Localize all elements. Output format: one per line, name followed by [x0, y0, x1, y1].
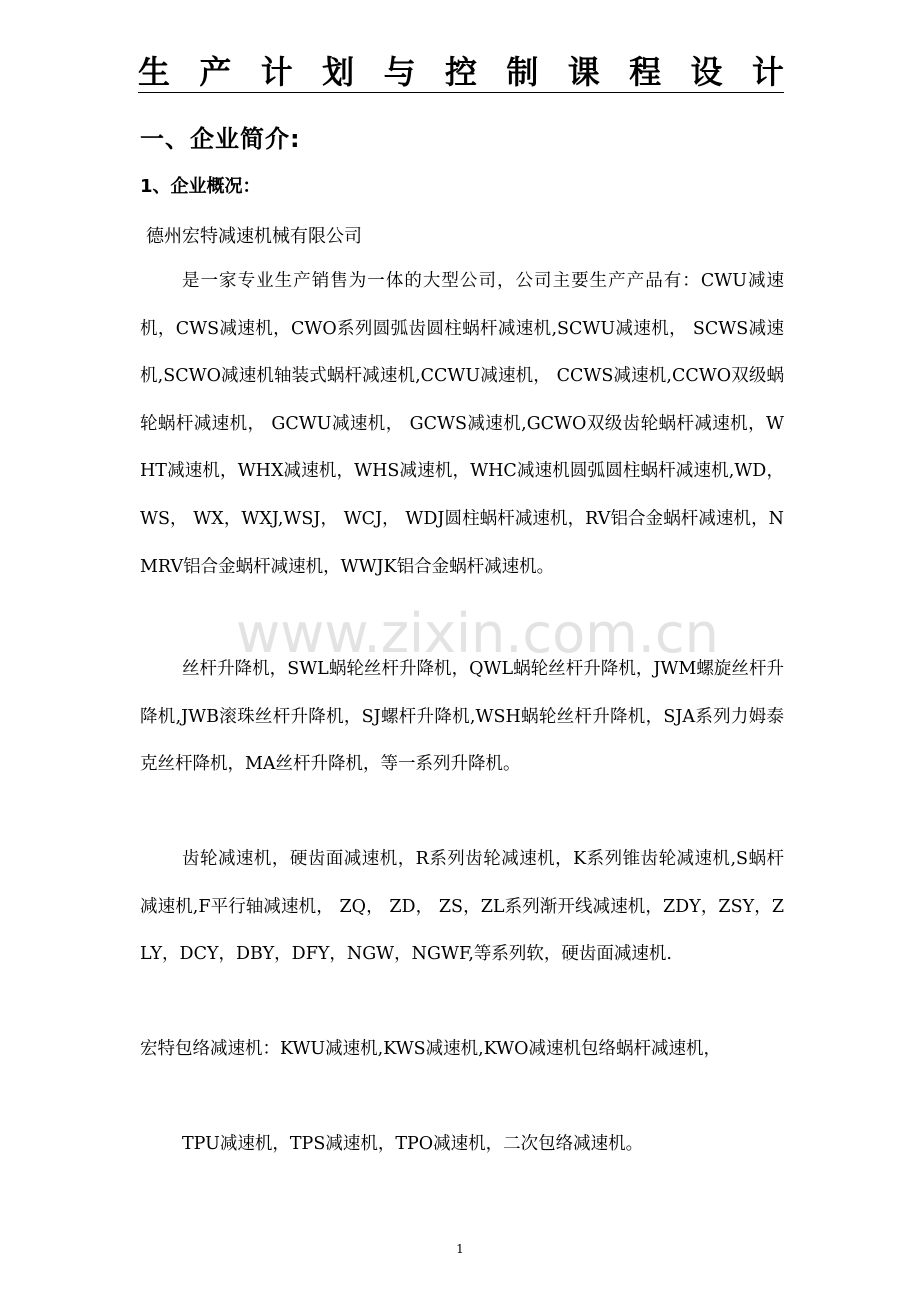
section-heading: 一、企业简介:: [140, 125, 301, 153]
title-char: 制: [506, 53, 539, 91]
title-char: 生: [138, 53, 171, 91]
title-char: 控: [444, 53, 477, 91]
paragraph-tp-reducers: TPU减速机，TPS减速机，TPO减速机，二次包络减速机。: [182, 1134, 644, 1154]
paragraph-gear-reducers: 齿轮减速机，硬齿面减速机，R系列齿轮减速机，K系列锥齿轮减速机,S蜗杆减速机,F平行轴减速机， ZQ， ZD， ZS，ZL系列渐开线减速机，ZDY，ZSY，ZLY，DCY，DBY，DFY，NGW，NGWF,等系列软，硬齿面减速机.: [140, 849, 784, 965]
paragraph-lifts: 丝杆升降机，SWL蜗轮丝杆升降机，QWL蜗轮丝杆升降机，JWM螺旋丝杆升降机,JWB滚珠丝杆升降机，SJ螺杆升降机,WSH蜗轮丝杆升降机，SJA系列力姆泰克丝杆降机，MA丝杆升降机，等一系列升降机。: [140, 659, 784, 775]
title-char: 课: [567, 53, 600, 91]
header-divider: [138, 92, 784, 93]
page-number: 1: [456, 1242, 464, 1256]
title-char: 划: [322, 53, 355, 91]
title-char: 计: [260, 53, 293, 91]
paragraph-envelope-reducers: 宏特包络减速机：KWU减速机,KWS减速机,KWO减速机包络蜗杆减速机，: [140, 1039, 722, 1059]
title-char: 与: [383, 53, 416, 91]
subsection-heading: 1、企业概况：: [140, 176, 261, 197]
watermark: www.zixin.com.cn: [236, 602, 719, 665]
company-name: 德州宏特减速机械有限公司: [146, 226, 362, 247]
title-char: 设: [690, 53, 723, 91]
document-title: [138, 48, 784, 92]
title-char: 计: [751, 53, 784, 91]
title-char: 程: [629, 53, 662, 91]
paragraph-products-worm: 是一家专业生产销售为一体的大型公司，公司主要生产产品有：CWU减速机，CWS减速机，CWO系列圆弧齿圆柱蜗杆减速机,SCWU减速机， SCWS减速机,SCWO减速机轴装式蜗杆减速机,CCWU减速机， CCWS减速机,CCWO双级蜗轮蜗杆减速机， GCWU减速机， GCWS减速机,GCWO双级齿轮蜗杆减速机，WHT减速机，WHX减速机，WHS减速机，WHC减速机圆弧圆柱蜗杆减速机,WD， WS， WX，WXJ,WSJ， WCJ， WDJ圆柱蜗杆减速机，RV铝合金蜗杆减速机，NMRV铝合金蜗杆减速机，WWJK铝合金蜗杆减速机。: [140, 271, 784, 577]
title-char: 产: [199, 53, 232, 91]
